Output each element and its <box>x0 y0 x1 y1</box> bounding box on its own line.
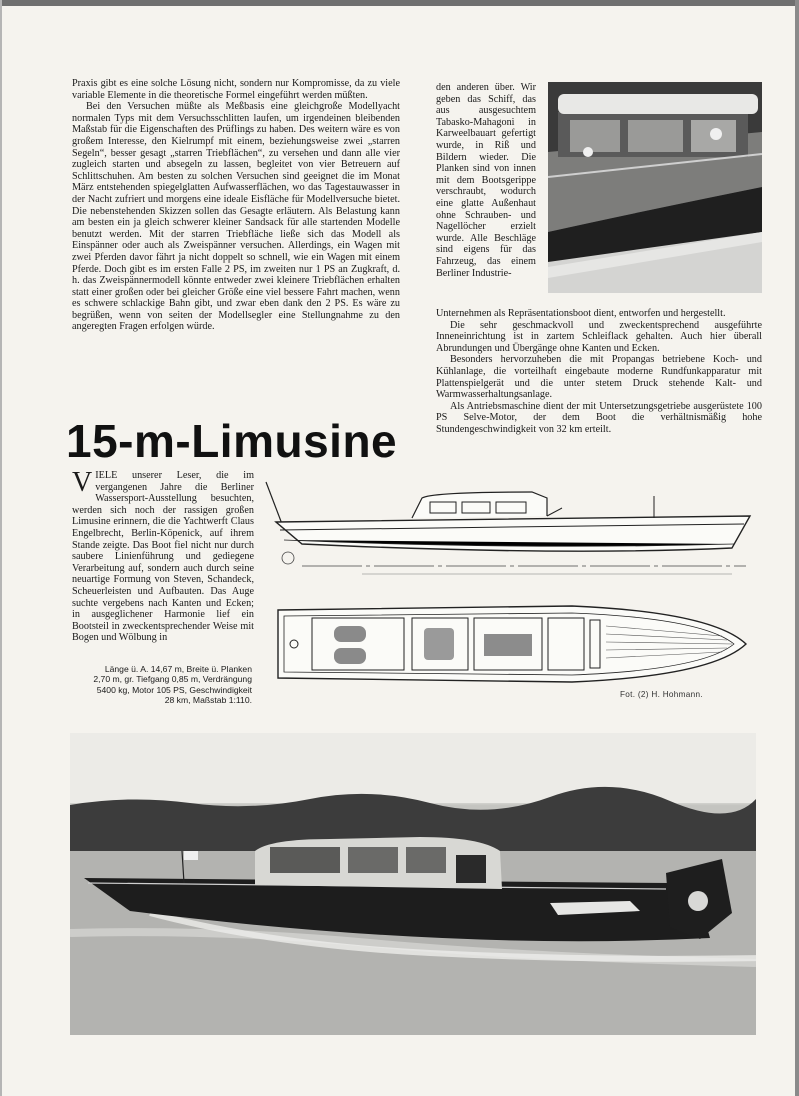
paragraph: Unternehmen als Repräsentationsboot dient, entworfen und hergestellt. <box>436 308 726 319</box>
boat-on-water-photo <box>70 733 756 1035</box>
specs-line: 28 km, Maßstab 1:110. <box>164 695 252 706</box>
paragraph: den anderen über. Wir geben das Schiff, das aus ausgesuchtem Tabasko-Mahagoni in Karweelbauart gefertigt wurde, in Riß und Bildern wieder. Die Planken sind von innen mit dem Bootsgerippe verschraubt, wodurch eine glatte Außenhaut ohne Schrauben- und Nagellöcher erzielt wurde. Alle Beschläge sind eigens für das Fahrzeug, das einem Berliner Industrie- <box>436 82 536 279</box>
specs-caption <box>60 664 252 706</box>
boat-cabin-photo <box>548 82 762 293</box>
specs-line: Länge ü. A. 14,67 m, Breite ü. Planken <box>104 664 252 674</box>
drop-cap: V <box>72 467 93 498</box>
scan-right-edge <box>795 0 799 1096</box>
scan-top-edge <box>0 0 799 6</box>
paragraph: Die sehr geschmackvoll und zweckentsprechend ausgeführte Inneneinrichtung ist in zartem Schleiflack gehalten. Auch hier überall Abrundungen und Übergänge ohne Kanten und Ecken. <box>436 319 762 354</box>
paragraph: Besonders hervorzuheben die mit Propangas betriebene Koch- und Kühlanlage, die vorteilhaft eingebaute moderne Rundfunkapparatur mit Plattenspielgerät und die unter stetem Druck stehende Kalt- und Warmwasserhaltungsanlage. <box>436 354 762 401</box>
article-title: 15-m-Limusine <box>66 415 398 467</box>
paragraph: Praxis gibt es eine solche Lösung nicht, sondern nur Kompromisse, da zu viele variable Elemente in die theoretische Formel eingeführt werden müßten. <box>72 78 400 101</box>
specs-line: 5400 kg, Motor 105 PS, Geschwindigkeit <box>96 684 252 695</box>
top-left-text-column <box>72 78 400 333</box>
boat-side-profile-drawing <box>262 478 752 588</box>
paragraph: Bei den Versuchen müßte als Meßbasis eine gleichgroße Modellyacht normalen Typs mit dem Versuchsschlitten laufen, um irgendeinen bleibenden Maßstab für die Eigenschaften des Prüflings zu haben. Des weitern wäre es von großem Interesse, den Kielrumpf mit einem, beziehungsweise zwei „starren Segeln“, besser gesagt „starren Triebflächen“, zu versehen und dann alle vier zugleich starten und absegeln zu lassen, begleitet von vier Betreuern auf Schlittschuhen. Am besten zu solchen Versuchen sind geeignet die im Monat März entstehenden spiegelglatten Aufwasserflächen, wo das Tagestauwasser in der Nacht zufriert und morgens eine ideale Eisfläche für Modellversuche bietet. Die nebenstehenden Skizzen sollen das Gesagte erläutern. Als Belastung kann am besten ein ja gleich schwerer kleiner Sandsack für alle startenden Modelle benutzt werden. Mit der starren Triebfläche ließe sich das Modell als Einspänner oder auch als Zweispänner versuchen. Allerdings, ein Wagen mit zwei Pferden davor fährt ja nicht doppelt so schnell, wie ein Wagen mit einem Pferde. Doch gibt es im ersten Falle 2 PS, im zweiten nur 1 PS an Zugkraft, d. h. das Zweispännermodell könnte entweder zwei kleinere Triebflächen erhalten statt einer großen oder bei gleicher Größe eine viel bessere Fahrt machen, wenn es schwere schlackige Bahn gibt, und zwar eben dank den 2 PS. Es wäre zu begrüßen, wenn von seiten der Modellsegler eine Stellungnahme zu den angeregten Fragen erfolgen würde. <box>72 101 400 333</box>
right-text-column <box>436 308 762 436</box>
boat-deck-plan-drawing <box>272 598 750 688</box>
intro-text-column <box>72 467 254 644</box>
photo-credit: Fot. (2) H. Hohmann. <box>620 690 703 699</box>
narrow-text-column <box>436 82 536 279</box>
intro-text: IELE unserer Leser, die im vergangenen Jahre die Berliner Wassersport-Ausstellung besuchten, werden sich noch der rassigen großen Limusine erinnern, die die Yachtwerft Claus Engelbrecht, Berlin-Köpenick, auf ihrem Stande zeigte. Das Boot fiel nicht nur durch saubere Linienführung und gediegene Verarbeitung auf, sondern auch durch seine neuartige Formung von Steven, Schandeck, Scheuerleisten und Aufbauten. Das Auge suchte vergebens nach Kanten und Ecken; in ausgeglichener Harmonie lief ein Bootsteil in zweckentsprechender Weise mit Bogen und Wölbung in <box>72 470 254 644</box>
paragraph: Als Antriebsmaschine dient der mit Untersetzungsgetriebe ausgerüstete 100 PS Selve-Motor, der dem Boot die verhältnismäßig hohe Stundengeschwindigkeit von 32 km erteilt. <box>436 400 762 435</box>
scan-left-edge <box>0 0 2 1096</box>
specs-line: 2,70 m, gr. Tiefgang 0,85 m, Verdrängung <box>93 674 252 685</box>
